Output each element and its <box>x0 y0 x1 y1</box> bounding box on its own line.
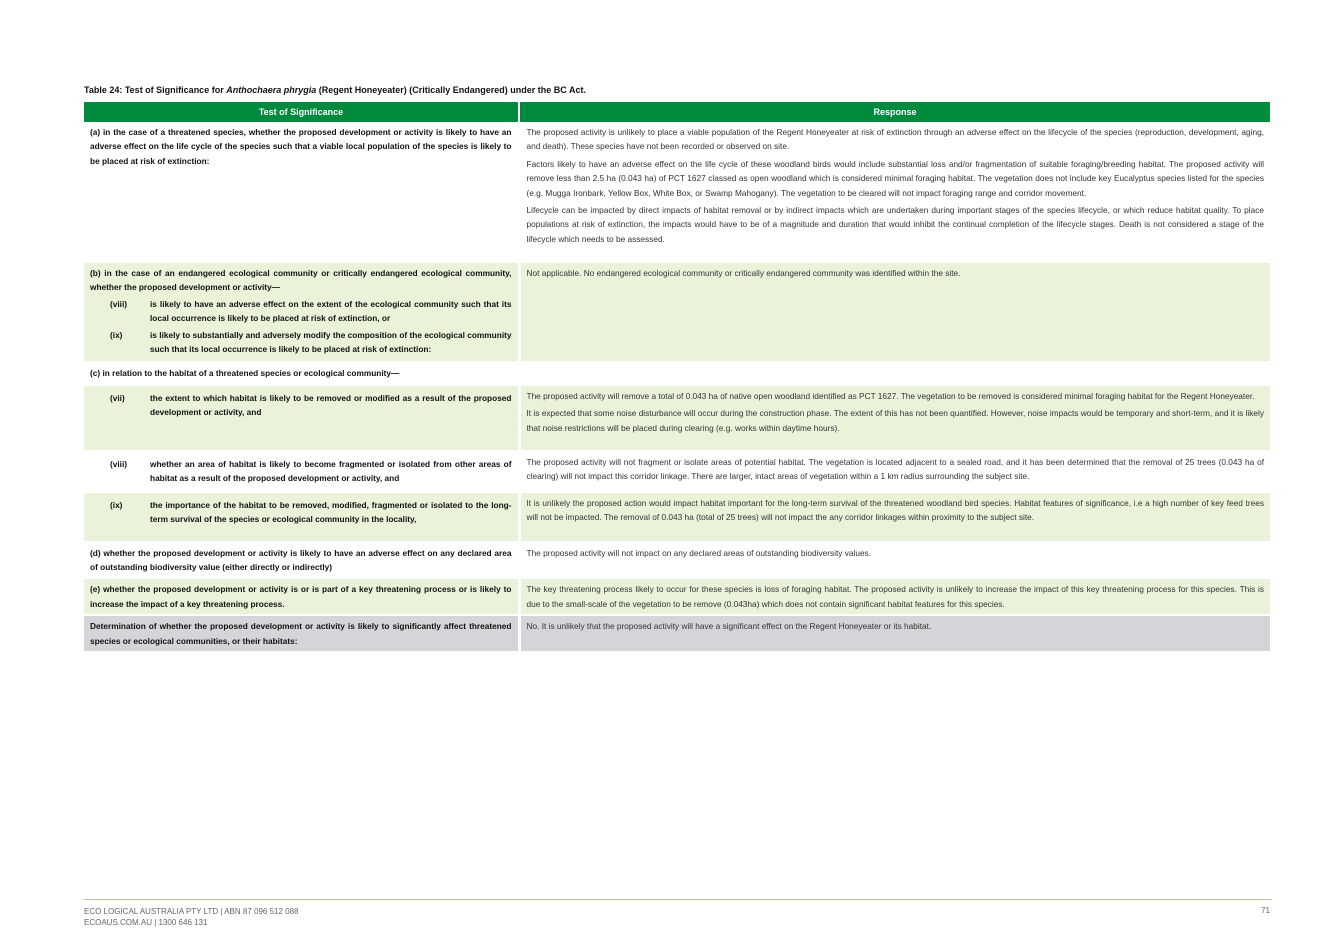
response-c-vii <box>519 385 1270 451</box>
question-b-sub-ix-text: is likely to substantially and adversely modify the composition of the ecological community such that its local occurrence is likely to be placed at risk of extinction: <box>150 329 512 355</box>
question-c-ix <box>84 492 519 542</box>
caption-suffix: (Regent Honeyeater) (Critically Endangered) under the BC Act. <box>316 85 586 95</box>
response-a <box>519 122 1270 262</box>
caption-species-name: Anthochaera phrygia <box>226 85 317 95</box>
response-c-vii-paragraph-1: The proposed activity will remove a total of 0.043 ha of native open woodland identified as PCT 1627. The vegetation to be removed is considered minimal foraging habitat for the Regent Honeyeater. <box>526 390 1255 401</box>
question-b-sub-viii <box>90 297 512 326</box>
table-row-determination <box>84 615 1270 652</box>
question-c-vii-text: the extent to which habitat is likely to be removed or modified as a result of the proposed development or activity, and <box>150 392 512 418</box>
response-a-paragraph-1: The proposed activity is unlikely to place a viable population of the Regent Honeyeater at risk of extinction through an adverse effect on the lifecycle of the species (reproduction, development, aging, and death). These species have not been recorded or observed on site. <box>526 127 1264 152</box>
question-c-viii-text: whether an area of habitat is likely to become fragmented or isolated from other areas of habitat as a result of the proposed development or activity, and <box>150 458 512 484</box>
question-c-viii-number: (viii) <box>110 458 128 469</box>
response-c-vii-paragraph-2: It is expected that some noise disturbance will occur during the construction phase. The extent of this has not been quantified. However, noise impacts would be temporary and short-term, and it is likely that noise restrictions will be placed during clearing (e.g. works within daytime hours). <box>526 408 1264 433</box>
table-row-b <box>84 262 1270 362</box>
question-b-sub-ix-number: (ix) <box>110 329 123 340</box>
question-b-sub-viii-number: (viii) <box>110 298 128 309</box>
response-b: Not applicable. No endangered ecological community or critically endangered community was identified within the site. <box>519 262 1270 362</box>
response-e: The key threatening process likely to occur for these species is loss of foraging habitat. The proposed activity is unlikely to increase the impact of this key threatening process for this species. This is due to the small-scale of the vegetation to be remove (0.043ha) which does not contain significant habitat features for this species. <box>519 578 1270 615</box>
response-a-paragraph-2: Factors likely to have an adverse effect on the life cycle of these woodland birds would include substantial loss and/or fragmentation of suitable foraging/breeding habitat. The proposed activity will remove less than 2.5 ha (0.043 ha) of PCT 1627 classed as open woodland which is considered minimal foraging habitat. The vegetation does not include key Eucalyptus species listed for the species (e.g. Mugga Ironbark, Yellow Box, White Box, or Swamp Mahogany). The vegetation to be cleared will not impact foraging range and corridor movement. <box>526 158 1264 198</box>
header-test-of-significance: Test of Significance <box>84 102 519 122</box>
table-row-c-viii <box>84 451 1270 492</box>
question-b-lead: (b) in the case of an endangered ecological community or critically endangered ecological community, whether the proposed development or activity— <box>90 268 512 293</box>
question-c-vii-item <box>90 391 512 420</box>
table-row-a <box>84 122 1270 262</box>
question-determination: Determination of whether the proposed development or activity is likely to significantly affect threatened species or ecological communities, or their habitats: <box>84 615 519 652</box>
caption-prefix: Table 24: Test of Significance for <box>84 85 227 95</box>
table-caption <box>84 84 1270 97</box>
footer-company-line: ECO LOGICAL AUSTRALIA PTY LTD | ABN 87 096 512 088 <box>84 907 299 916</box>
table-row-c-ix <box>84 492 1270 542</box>
test-of-significance-table <box>84 102 1270 653</box>
response-determination: No. It is unlikely that the proposed activity will have a significant effect on the Regent Honeyeater or its habitat. <box>519 615 1270 652</box>
question-c-ix-text: the importance of the habitat to be removed, modified, fragmented or isolated to the long-term survival of the species or ecological community in the locality, <box>150 499 512 525</box>
footer <box>84 906 298 928</box>
question-c-viii-item <box>90 457 512 486</box>
response-c-viii: The proposed activity will not fragment or isolate areas of potential habitat. The vegetation is located adjacent to a sealed road, and it has been determined that the removal of 25 trees (0.043 ha of clearing) will not impact this corridor linkage. There are larger, intact areas of vegetation within a 1 km radius surrounding the subject site. <box>519 451 1270 492</box>
header-response: Response <box>519 102 1270 122</box>
question-b <box>84 262 519 362</box>
question-a: (a) in the case of a threatened species, whether the proposed development or activity is likely to have an adverse effect on the life cycle of the species such that a viable local population of the species is likely to be placed at risk of extinction: <box>84 122 519 262</box>
document-page <box>84 84 1270 653</box>
question-c-viii <box>84 451 519 492</box>
question-c-vii <box>84 385 519 451</box>
question-b-sub-viii-text: is likely to have an adverse effect on the extent of the ecological community such that its local occurrence is likely to be placed at risk of extinction, or <box>150 298 512 324</box>
question-c-ix-item <box>90 498 512 527</box>
footer-divider <box>84 899 1272 900</box>
question-c-ix-number: (ix) <box>110 499 123 510</box>
response-a-paragraph-3: Lifecycle can be impacted by direct impacts of habitat removal or by indirect impacts which are undertaken during important stages of the species lifecycle, or which reduce habitat quality. To place populations at risk of extinction, the impacts would have to be of a magnitude and duration that would inhibit the continual completion of the lifecycle stages. Death is not considered a stage of the lifecycle which needs to be assessed. <box>526 205 1264 244</box>
question-d: (d) whether the proposed development or activity is likely to have an adverse effect on any declared area of outstanding biodiversity value (either directly or indirectly) <box>84 542 519 579</box>
table-row-d <box>84 542 1270 579</box>
footer-contact-line: ECOAUS.COM.AU | 1300 646 131 <box>84 918 208 927</box>
question-b-sub-ix <box>90 328 512 357</box>
response-d: The proposed activity will not impact on any declared areas of outstanding biodiversity values. <box>519 542 1270 579</box>
table-row-c-vii <box>84 385 1270 451</box>
response-c-empty <box>519 362 1270 384</box>
table-row-c <box>84 362 1270 384</box>
question-c: (c) in relation to the habitat of a threatened species or ecological community— <box>84 362 519 384</box>
question-e: (e) whether the proposed development or activity is or is part of a key threatening process or is likely to increase the impact of a key threatening process. <box>84 578 519 615</box>
question-c-vii-number: (vii) <box>110 392 125 403</box>
table-row-e <box>84 578 1270 615</box>
table-header-row <box>84 102 1270 122</box>
response-c-ix: It is unlikely the proposed action would impact habitat important for the long-term survival of the threatened woodland bird species. Habitat features of significance, i.e a high number of key feed trees will not be impacted. The removal of 0.043 ha (total of 25 trees) will not impact the any corridor linkages within proximity to the subject site. <box>519 492 1270 542</box>
page-number: 71 <box>1261 906 1270 915</box>
